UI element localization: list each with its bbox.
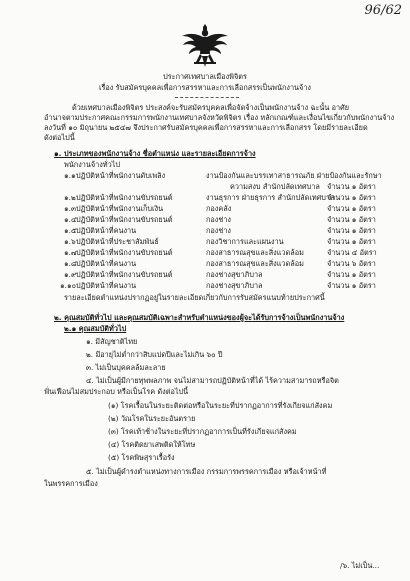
position-title: ปฏิบัติหน้าที่คนงาน [76, 226, 137, 235]
position-unit: ความสงบ สำนักปลัดเทศบาล [230, 182, 320, 191]
position-count: จำนวน ๑ อัตรา [327, 204, 376, 213]
position-unit: กองสาธารณสุขและสิ่งแวดล้อม [206, 259, 304, 268]
position-title: ปฏิบัติหน้าที่คนงาน [76, 259, 137, 268]
qualification-item: ๓. ไม่เป็นบุคคลล้มละลาย [86, 363, 166, 372]
qualification-item: ๒. มีอายุไม่ต่ำกว่าสิบแปดปีและไม่เกิน ๖๐ ปี [86, 350, 223, 359]
position-unit: กองวิชาการและแผนงาน [206, 237, 284, 246]
position-number: ๑.๔ [64, 215, 77, 224]
disease-item: (๔) โรคติดยาเสพติดให้โทษ [108, 440, 196, 449]
document-subject: เรื่อง รับสมัครบุคคลเพื่อการสรรหาและการเลือกสรรเป็นพนักงานจ้าง [99, 83, 311, 92]
page-number-stamp: 96/62 [364, 3, 402, 18]
position-count: จำนวน ๖ อัตรา [327, 259, 376, 268]
position-title: ปฏิบัติหน้าที่พนักงานขับรถยนต์ [76, 248, 173, 257]
position-title: ปฏิบัติหน้าที่ประชาสัมพันธ์ [76, 237, 159, 246]
garuda-emblem-icon [180, 24, 230, 68]
qualification-item: ๕. ไม่เป็นผู้ดำรงตำแหน่งทางการเมือง กรรมการพรรคการเมือง หรือเจ้าหน้าที่ [86, 467, 327, 476]
title-separator [175, 97, 239, 98]
position-title: ปฏิบัติหน้าที่พนักงานเก็บเงิน [76, 204, 164, 213]
intro-line: ดังต่อไปนี้ [44, 133, 75, 142]
qualification-item: ๔. ไม่เป็นผู้มีกายทุพพลภาพ จนไม่สามารถปฏิบัติหน้าที่ได้ ไร้ความสามารถหรือจิต [86, 376, 339, 385]
position-row [0, 204, 410, 213]
position-title: ปฏิบัติหน้าที่พนักงานขับรถยนต์ [76, 270, 173, 279]
position-number: ๑.๘ [64, 259, 77, 268]
position-unit: กองสาธารณสุขและสิ่งแวดล้อม [206, 248, 304, 257]
position-row [0, 226, 410, 235]
position-row [0, 248, 410, 257]
position-number: ๑.๑ [64, 171, 76, 180]
position-unit: งานป้องกันและบรรเทาสาธารณภัย ฝ่ายป้องกันและรักษา [206, 171, 382, 180]
position-number: ๑.๗ [64, 248, 77, 257]
position-count: จำนวน ๑ อัตรา [327, 270, 376, 279]
disease-item: (๓) โรคเท้าช้างในระยะที่ปรากฏอาการเป็นที่รังเกียจแก่สังคม [108, 427, 297, 436]
section-2-heading: ๒. คุณสมบัติทั่วไป และคุณสมบัติเฉพาะสำหรับตำแหน่งของผู้จะได้รับการจ้างเป็นพนักงานจ้าง [54, 313, 345, 322]
disease-item: (๑) โรคเรื้อนในระยะติดต่อหรือในระยะที่ปรากฏอาการที่รังเกียจแก่สังคม [108, 401, 333, 410]
position-title: ปฏิบัติหน้าที่พนักงานดับเพลิง [76, 171, 166, 180]
position-title: ปฏิบัติหน้าที่พนักงานขับรถยนต์ [76, 193, 173, 202]
disease-item: (๒) วัณโรคในระยะอันตราย [108, 414, 196, 423]
qualification-item-continuation: ในพรรคการเมือง [44, 479, 98, 488]
position-count: จำนวน ๑ อัตรา [327, 226, 376, 235]
position-unit: กองช่าง [206, 226, 231, 235]
qualification-item-continuation: ฟั่นเฟือนไม่สมประกอบ หรือเป็นโรค ดังต่อไปนี้ [44, 387, 189, 396]
section-1-heading: ๑. ประเภทของพนักงานจ้าง ชื่อตำแหน่ง และรายละเอียดการจ้าง [54, 149, 256, 158]
position-count: จำนวน ๑ อัตรา [327, 237, 376, 246]
position-count: จำนวน ๑ อัตรา [327, 215, 376, 224]
section-2-1-heading: ๒.๑ คุณสมบัติทั่วไป [64, 324, 127, 333]
intro-line: ลงวันที่ ๑๐ มิถุนายน ๒๕๔๗ จึงประกาศรับสมัครบุคคลเพื่อการสรรหาและการเลือกสรร โดยมีรายละเอียด [44, 123, 368, 132]
position-number: ๑.๙ [64, 270, 77, 279]
position-count: จำนวน ๔ อัตรา [327, 248, 377, 257]
position-row [0, 281, 410, 290]
position-number: ๑.๖ [64, 237, 76, 246]
position-number: ๑.๓ [64, 204, 76, 213]
position-number: ๑.๑๐ [60, 281, 77, 290]
position-unit: กองช่างสุขาภิบาล [206, 270, 263, 279]
position-row [0, 270, 410, 279]
position-row [0, 237, 410, 246]
page-continuation-marker: /๖. ไม่เป็น... [340, 561, 380, 570]
position-title: ปฏิบัติหน้าที่คนงาน [76, 281, 137, 290]
position-row [0, 171, 410, 180]
disease-item: (๕) โรคพิษสุราเรื้อรัง [108, 453, 175, 462]
intro-line: อำนาจตามประกาศคณะกรรมการพนักงานเทศบาลจังหวัดพิจิตร เรื่อง หลักเกณฑ์และเงื่อนไขเกี่ยวกับพนักงานจ้าง [44, 113, 395, 122]
position-number: ๑.๒ [64, 193, 76, 202]
position-unit: กองช่างสุขาภิบาล [206, 281, 263, 290]
intro-line: ด้วยเทศบาลเมืองพิจิตร ประสงค์จะรับสมัครบุคคลเพื่อจัดจ้างเป็นพนักงานจ้าง ฉะนั้น อาศัย [72, 103, 350, 112]
section-1-note: รายละเอียดตำแหน่งปรากฏอยู่ในรายละเอียดเกี่ยวกับการรับสมัครแนบท้ายประกาศนี้ [64, 293, 325, 302]
qualification-item: ๑. มีสัญชาติไทย [86, 337, 138, 346]
position-unit: กองช่าง [206, 215, 231, 224]
position-count: จำนวน ๑ อัตรา [327, 193, 376, 202]
position-row [0, 215, 410, 224]
position-count: จำนวน ๑ อัตรา [327, 281, 376, 290]
position-row [0, 259, 410, 268]
position-row [0, 182, 410, 191]
section-1-subheading: พนักงานจ้างทั่วไป [64, 160, 121, 169]
position-count: จำนวน ๑ อัตรา [327, 182, 376, 191]
position-unit: งานธุรการ ฝ่ายธุรการ สำนักปลัดเทศบาล [206, 193, 335, 202]
position-unit: กองคลัง [206, 204, 232, 213]
position-row [0, 193, 410, 202]
position-title: ปฏิบัติหน้าที่พนักงานขับรถยนต์ [76, 215, 173, 224]
document-title: ประกาศเทศบาลเมืองพิจิตร [163, 72, 247, 81]
position-number: ๑.๕ [64, 226, 77, 235]
